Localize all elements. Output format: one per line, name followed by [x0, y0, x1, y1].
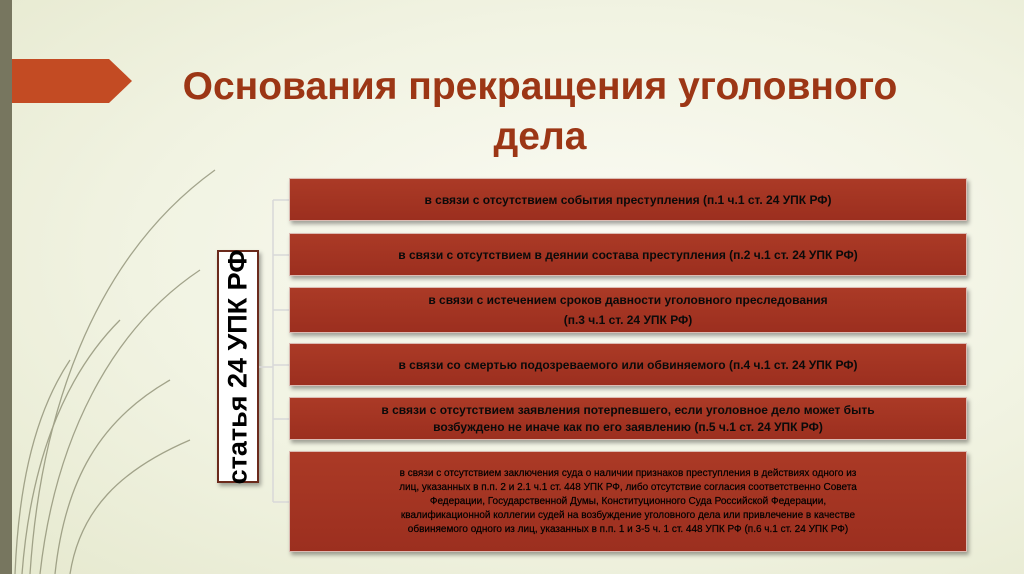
- ground-item-6-line-3: Федерации, Государственной Думы, Конституционного Суда Российской Федерации,: [429, 495, 827, 507]
- ground-item-1: [289, 178, 967, 221]
- article-label-box: [217, 250, 259, 483]
- article-label: статья 24 УПК РФ: [222, 249, 253, 484]
- ground-item-5-line-2: возбуждено не иначе как по его заявлению (п.5 ч.1 ст. 24 УПК РФ): [433, 419, 823, 434]
- ground-item-6-line-1: в связи с отсутствием заключения суда о наличии признаков преступления в действиях одного из: [399, 467, 857, 479]
- ground-item-6: [289, 451, 967, 552]
- ground-item-4: [289, 343, 967, 386]
- ground-item-3-line-1: в связи с истечением сроков давности уголовного преследования: [428, 293, 828, 307]
- ground-item-1-text: в связи с отсутствием события преступления (п.1 ч.1 ст. 24 УПК РФ): [424, 192, 832, 207]
- ground-item-4-text: в связи со смертью подозреваемого или обвиняемого (п.4 ч.1 ст. 24 УПК РФ): [398, 357, 858, 372]
- ground-item-6-line-4: квалификационной коллегии судей на возбуждение уголовного дела или привлечение в качестве: [400, 509, 856, 521]
- slide-title: Основания прекращения уголовного дела: [182, 65, 898, 158]
- ground-item-5-line-1: в связи с отсутствием заявления потерпевшего, если уголовное дело может быть: [381, 402, 875, 417]
- ground-item-3: [289, 287, 967, 333]
- ground-item-5: [289, 397, 967, 440]
- ground-item-6-line-2: лиц, указанных в п.п. 2 и 2.1 ч.1 ст. 448 УПК РФ, либо отсутствие согласия соответственно Совета: [399, 481, 857, 493]
- ground-item-6-line-5: обвиняемого одного из лиц, указанных в п.п. 1 и 3-5 ч. 1 ст. 448 УПК РФ (п.6 ч.1 ст. 24 УПК РФ): [407, 523, 849, 535]
- ground-item-3-line-2: (п.3 ч.1 ст. 24 УПК РФ): [563, 313, 693, 327]
- ground-item-2: [289, 233, 967, 276]
- ground-item-2-text: в связи с отсутствием в деянии состава преступления (п.2 ч.1 ст. 24 УПК РФ): [398, 247, 858, 262]
